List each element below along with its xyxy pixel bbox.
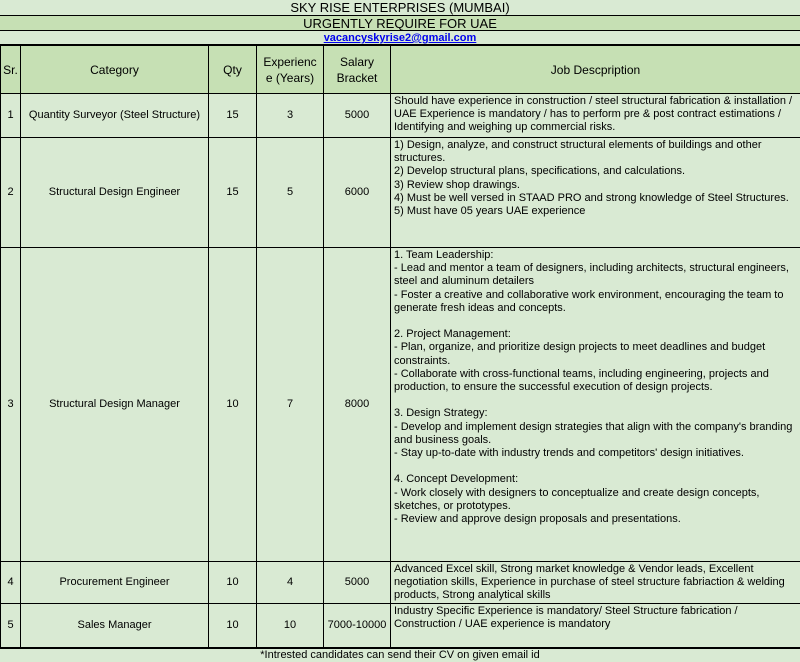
cell-experience: 3 [257,94,324,138]
cell-qty: 15 [209,94,257,138]
table-row [1,562,800,604]
col-category: Category [21,46,209,94]
cell-category: Sales Manager [21,604,209,648]
col-salary: Salary Bracket [324,46,391,94]
description-text: Advanced Excel skill, Strong market knowledge & Vendor leads, Excellent negotiation skills, Experience in purchase of steel structure fabriaction & welding products, Strong analytical skills [394,563,785,602]
cell-sr: 1 [1,94,21,138]
description-text: 1) Design, analyze, and construct structural elements of buildings and other structures. 2) Develop structural plans, specifications, and calculations. 3) Review shop drawings. 4) Must be well versed in STAAD PRO and strong knowledge of Steel Structures. 5) Must have 05 years UAE experience [394,139,789,218]
cell-experience: 4 [257,562,324,604]
cell-qty: 10 [209,562,257,604]
col-sr: Sr. [1,46,21,94]
email-link[interactable]: vacancyskyrise2@gmail.com [323,32,477,44]
cell-salary: 7000-10000 [324,604,391,648]
table-row [1,94,800,138]
footer-note: *Intrested candidates can send their CV on given email id [0,648,800,662]
table-row [1,248,800,562]
cell-experience: 10 [257,604,324,648]
cell-qty: 10 [209,248,257,562]
description-text: 1. Team Leadership: - Lead and mentor a team of designers, including architects, structural engineers, steel and aluminum detailers - Foster a creative and collaborative work environment, encouraging the team to generate fresh ideas and concepts. 2. Project Management: - Plan, organize, and prioritize design projects to meet deadlines and budget constraints. - Collaborate with cross-functional teams, including engineering, projects and production, to ensure the successful execution of design projects. 3. Design Strategy: - Develop and implement design strategies that align with the company's branding and business goals. - Stay up-to-date with industry trends and competitors' design initiatives. 4. Concept Development: - Work closely with designers to conceptualize and create design concepts, sketches, or prototypes. - Review and approve design proposals and presentations. [394,249,793,526]
cell-description [391,94,800,138]
cell-qty: 10 [209,604,257,648]
col-description: Job Descpription [391,46,800,94]
subtitle: URGENTLY REQUIRE FOR UAE [0,16,800,31]
cell-salary: 5000 [324,562,391,604]
header-row [1,46,800,94]
col-experience: Experienc e (Years) [257,46,324,94]
vacancy-table [0,45,800,648]
cell-description [391,248,800,562]
cell-sr: 3 [1,248,21,562]
cell-experience: 5 [257,138,324,248]
table-row [1,138,800,248]
cell-category: Quantity Surveyor (Steel Structure) [21,94,209,138]
cell-category: Structural Design Engineer [21,138,209,248]
description-text: Should have experience in construction / steel structural fabrication & installation / UAE Experience is mandatory / has to perform pre & post contract estimations / Identifying and weighing up commercial risks. [394,95,793,134]
col-qty: Qty [209,46,257,94]
cell-description [391,562,800,604]
cell-sr: 4 [1,562,21,604]
cell-category: Structural Design Manager [21,248,209,562]
email-row [0,31,800,45]
cell-salary: 8000 [324,248,391,562]
cell-description [391,604,800,648]
cell-sr: 5 [1,604,21,648]
description-text: Industry Specific Experience is mandatory/ Steel Structure fabrication / Construction / UAE experience is mandatory [394,605,738,631]
cell-salary: 5000 [324,94,391,138]
cell-qty: 15 [209,138,257,248]
company-title: SKY RISE ENTERPRISES (MUMBAI) [0,0,800,16]
cell-description [391,138,800,248]
cell-category: Procurement Engineer [21,562,209,604]
cell-salary: 6000 [324,138,391,248]
table-row [1,604,800,648]
cell-experience: 7 [257,248,324,562]
cell-sr: 2 [1,138,21,248]
